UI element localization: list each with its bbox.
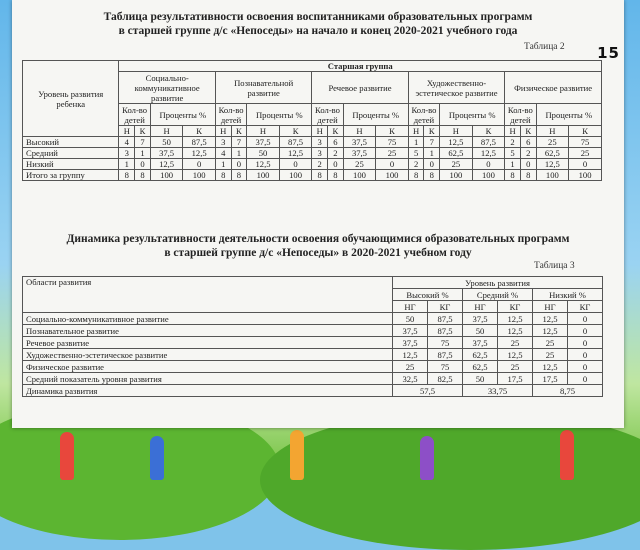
table-cell: 25 [533,349,568,361]
row-label: Речевое развитие [23,337,393,349]
table-cell: 6 [520,137,536,148]
table-row [23,349,603,361]
area-header: Социально-коммуникативное развитие [119,72,215,104]
row-label: Итого за группу [23,170,119,181]
level-header: Уровень развития ребенка [23,61,119,137]
table-cell: 7 [135,137,151,148]
group-header: Старшая группа [119,61,602,72]
table-cell: 8 [328,170,344,181]
area-header: Познавательной развитие [215,72,311,104]
table-cell: 1 [408,137,424,148]
table-cell: 1 [119,159,135,170]
column-n-header: Н [119,126,135,137]
table-cell: 25 [569,148,602,159]
column-ng-header: НГ [393,301,428,313]
table-cell: 12,5 [472,148,505,159]
level-low-header: Низкий % [533,289,603,301]
column-k-header: К [231,126,247,137]
table-cell: 7 [424,137,440,148]
table-cell: 1 [231,148,247,159]
table-cell: 0 [231,159,247,170]
dynamics-value: 57,5 [393,385,463,397]
row-label: Художественно-эстетическое развитие [23,349,393,361]
table-row [23,148,602,159]
table-cell: 100 [183,170,216,181]
row-label: Высокий [23,137,119,148]
table-cell: 4 [215,148,231,159]
table-cell: 12,5 [533,361,568,373]
count-header: Кол-во детей [215,104,246,126]
row-label: Познавательное развитие [23,325,393,337]
column-k-header: К [424,126,440,137]
table-cell: 25 [440,159,473,170]
table1-title: Таблица результативности освоения воспитанниками образовательных программ [103,11,533,23]
table-cell: 3 [215,137,231,148]
percent-header: Проценты % [536,104,601,126]
dynamics-table [22,276,603,397]
row-label: Физическое развитие [23,361,393,373]
table-row [23,373,603,385]
table-cell: 2 [328,148,344,159]
table-cell: 12,5 [536,159,569,170]
table2-subtitle: в старшей группе д/с «Непоседы» в 2020-2021 учебном году [164,247,472,259]
table-cell: 12,5 [247,159,280,170]
column-n-header: Н [505,126,521,137]
row-label: Средний показатель уровня развития [23,373,393,385]
table-cell: 12,5 [533,325,568,337]
table-cell: 8 [505,170,521,181]
level-mid-header: Средний % [463,289,533,301]
table2-title: Динамика результативности деятельности освоения обучающимися образовательных программ [66,233,570,245]
table-cell: 8 [520,170,536,181]
table-cell: 87,5 [428,325,463,337]
table-cell: 8 [312,170,328,181]
table-cell: 2 [505,137,521,148]
column-n-header: Н [247,126,280,137]
column-k-header: К [135,126,151,137]
row-label: Социально-коммуникативное развитие [23,313,393,325]
table-cell: 37,5 [393,325,428,337]
table-cell: 3 [312,148,328,159]
table-cell: 3 [119,148,135,159]
table-cell: 87,5 [428,349,463,361]
dynamics-value: 8,75 [533,385,603,397]
area-header: Физическое развитие [505,72,602,104]
table-cell: 0 [568,337,603,349]
table-cell: 82,5 [428,373,463,385]
table-cell: 87,5 [472,137,505,148]
column-k-header: К [279,126,312,137]
table-cell: 12,5 [498,349,533,361]
table-cell: 25 [343,159,376,170]
column-n-header: Н [408,126,424,137]
level-high-header: Высокий % [393,289,463,301]
percent-header: Проценты % [343,104,408,126]
table-row [23,313,603,325]
column-ng-header: НГ [533,301,568,313]
table-cell: 0 [520,159,536,170]
count-header: Кол-во детей [505,104,536,126]
table-row [23,170,602,181]
table-cell: 25 [498,361,533,373]
table-cell: 37,5 [343,137,376,148]
table-cell: 25 [376,148,409,159]
table1-subtitle: в старшей группе д/с «Непоседы» на начало и конец 2020-2021 учебного года [118,25,518,37]
column-n-header: Н [150,126,183,137]
table-cell: 87,5 [183,137,216,148]
table-cell: 3 [312,137,328,148]
table-cell: 0 [569,159,602,170]
table-cell: 0 [376,159,409,170]
table-cell: 87,5 [279,137,312,148]
table-cell: 50 [247,148,280,159]
table-cell: 1 [135,148,151,159]
child-figure [60,432,74,480]
table-cell: 37,5 [463,313,498,325]
table-cell: 12,5 [150,159,183,170]
document-sheet [12,0,624,428]
table-cell: 0 [183,159,216,170]
table-cell: 62,5 [463,361,498,373]
table-cell: 100 [569,170,602,181]
table-cell: 25 [536,137,569,148]
table-cell: 50 [150,137,183,148]
column-k-header: К [376,126,409,137]
table-cell: 7 [231,137,247,148]
table-cell: 62,5 [440,148,473,159]
table-cell: 0 [279,159,312,170]
table-cell: 25 [498,337,533,349]
table-row [23,337,603,349]
area-header: Художественно-эстетическое развитие [408,72,504,104]
table-cell: 8 [119,170,135,181]
table-cell: 75 [428,337,463,349]
table-cell: 2 [312,159,328,170]
table-cell: 62,5 [536,148,569,159]
table-cell: 87,5 [428,313,463,325]
table-cell: 5 [505,148,521,159]
table-cell: 8 [424,170,440,181]
background-hill [260,410,640,550]
table-cell: 100 [247,170,280,181]
child-figure [290,430,304,480]
table-cell: 62,5 [463,349,498,361]
table1-label: Таблица 2 [524,42,565,52]
table-cell: 12,5 [440,137,473,148]
column-k-header: К [569,126,602,137]
level-header: Уровень развития [393,277,603,289]
table-cell: 75 [376,137,409,148]
table-cell: 17,5 [498,373,533,385]
column-n-header: Н [215,126,231,137]
table-cell: 0 [135,159,151,170]
slide-number: 15 [597,44,620,62]
table-cell: 1 [505,159,521,170]
table-cell: 37,5 [393,337,428,349]
table-row [23,159,602,170]
table-cell: 25 [533,337,568,349]
table-cell: 37,5 [247,137,280,148]
table-cell: 100 [440,170,473,181]
table-cell: 32,5 [393,373,428,385]
table-cell: 5 [408,148,424,159]
table-cell: 12,5 [533,313,568,325]
table-cell: 2 [408,159,424,170]
table-cell: 4 [119,137,135,148]
table-cell: 100 [279,170,312,181]
child-figure [150,436,164,480]
count-header: Кол-во детей [408,104,439,126]
table-cell: 1 [215,159,231,170]
table2-label: Таблица 3 [534,261,575,271]
table-row [23,361,603,373]
area-header: Речевое развитие [312,72,408,104]
column-kg-header: КГ [428,301,463,313]
table-cell: 17,5 [533,373,568,385]
table-cell: 12,5 [279,148,312,159]
table-cell: 0 [568,361,603,373]
count-header: Кол-во детей [312,104,343,126]
table-cell: 75 [428,361,463,373]
column-k-header: К [183,126,216,137]
column-n-header: Н [343,126,376,137]
column-n-header: Н [536,126,569,137]
areas-header: Области развития [23,277,393,313]
table-cell: 100 [150,170,183,181]
column-k-header: К [328,126,344,137]
table-cell: 100 [472,170,505,181]
dynamics-value: 33,75 [463,385,533,397]
table-cell: 0 [472,159,505,170]
table-cell: 2 [520,148,536,159]
table-cell: 0 [424,159,440,170]
table-cell: 100 [343,170,376,181]
results-table [22,60,602,181]
row-label: Средний [23,148,119,159]
column-k-header: К [520,126,536,137]
column-kg-header: КГ [568,301,603,313]
table-cell: 8 [215,170,231,181]
percent-header: Проценты % [440,104,505,126]
table-cell: 6 [328,137,344,148]
table-cell: 1 [424,148,440,159]
column-ng-header: НГ [463,301,498,313]
table-cell: 8 [408,170,424,181]
child-figure [420,436,434,480]
column-n-header: Н [440,126,473,137]
child-figure [560,430,574,480]
table-cell: 100 [536,170,569,181]
table-cell: 100 [376,170,409,181]
table-cell: 12,5 [498,325,533,337]
column-n-header: Н [312,126,328,137]
table-cell: 50 [463,373,498,385]
table-row [23,137,602,148]
percent-header: Проценты % [247,104,312,126]
table-cell: 12,5 [498,313,533,325]
table-cell: 0 [328,159,344,170]
table-cell: 50 [393,313,428,325]
column-k-header: К [472,126,505,137]
table-cell: 37,5 [343,148,376,159]
table-cell: 25 [393,361,428,373]
table-cell: 8 [231,170,247,181]
percent-header: Проценты % [150,104,215,126]
table-cell: 8 [135,170,151,181]
count-header: Кол-во детей [119,104,150,126]
table-cell: 0 [568,313,603,325]
table-cell: 37,5 [463,337,498,349]
table-cell: 12,5 [393,349,428,361]
table-cell: 50 [463,325,498,337]
dynamics-label: Динамика развития [23,385,393,397]
table-cell: 0 [568,373,603,385]
table-cell: 0 [568,325,603,337]
table-cell: 75 [569,137,602,148]
table-cell: 0 [568,349,603,361]
table-cell: 12,5 [183,148,216,159]
row-label: Низкий [23,159,119,170]
column-kg-header: КГ [498,301,533,313]
table-cell: 37,5 [150,148,183,159]
table-row [23,325,603,337]
